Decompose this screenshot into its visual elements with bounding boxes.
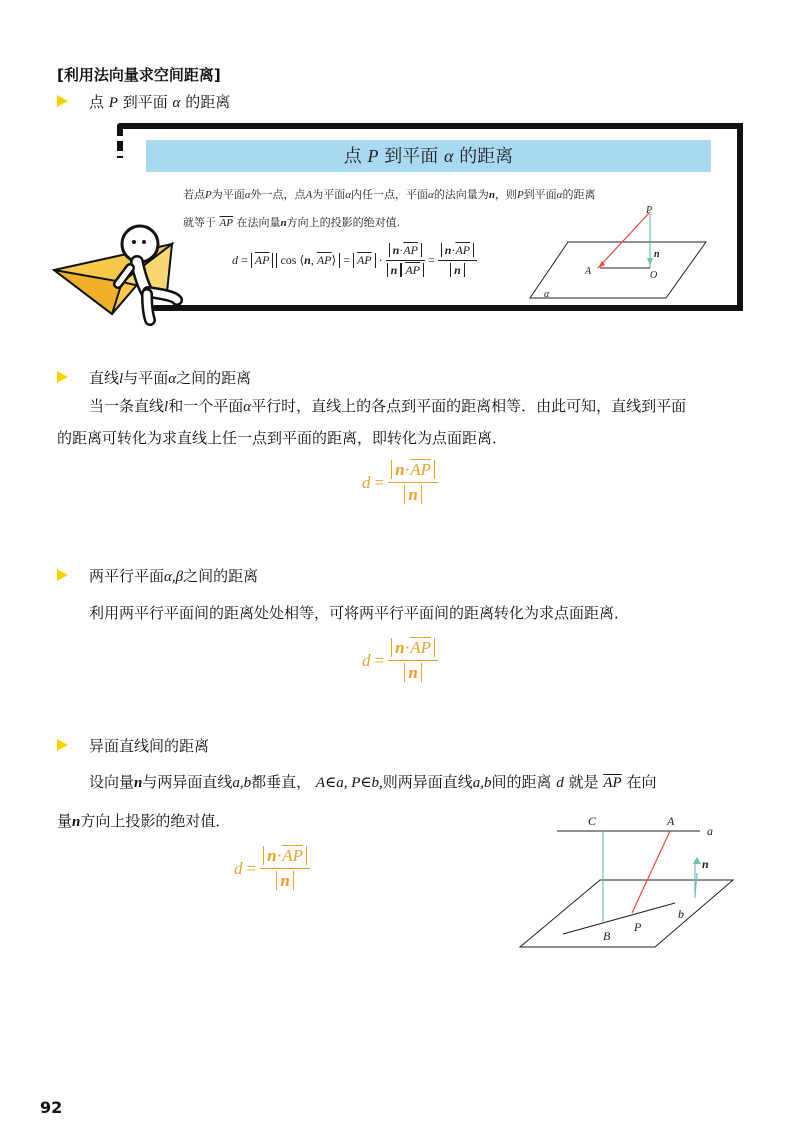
text: 异面直线间的距离 [89,737,210,755]
equals: = [374,472,385,492]
var-l: l [119,371,124,387]
text: 之间的距离 [176,369,252,387]
text: 到平面 [384,146,439,167]
label-alpha: α [544,289,550,300]
var-ab: a,b [472,775,492,791]
text: 在向 [626,773,657,791]
text: 都垂直， [251,773,312,791]
var-alpha: α [168,371,177,387]
var: α [244,189,251,201]
skew-lines-diagram [515,810,745,952]
vector-AP: $\overline{AP}$ [455,243,471,257]
text: 点 [343,146,362,167]
bullet-triangle-icon [57,371,68,383]
var: P [205,189,212,201]
var: A [305,189,313,201]
var-n: n [395,638,405,657]
var-n: n [408,485,418,504]
text: 直线 [89,369,120,387]
var-n: n [134,775,143,791]
formula-line-plane [362,460,438,505]
box-text-line-2 [183,214,400,230]
label-A: A [585,266,592,277]
fraction [388,638,438,683]
label-n: n [702,857,709,871]
var-n: n [390,263,398,277]
point-plane-diagram [528,200,718,305]
text: 之间的距离 [183,567,259,585]
var-P: P [108,95,118,111]
vector-AP: $\overline{AP}$ [410,460,432,479]
text: 方向上投影的绝对值． [80,812,231,830]
paper-plane-mascot-illustration [52,222,187,327]
label-A: A [667,814,675,828]
text: 的法向量为 [433,188,489,201]
var-d: d [556,775,564,791]
text: 到平面 [122,93,168,111]
text: 和一个平面 [168,397,244,415]
membership: A∈a, P∈b, [315,775,383,791]
text: 就是 [568,773,599,791]
text: 内任一点，平面 [351,188,429,201]
equals: = [374,650,385,670]
var-n: n [488,189,495,201]
text: 就等于 [183,216,216,229]
var-alpha: α [172,95,181,111]
vector-AP: $\overline{AP}$ [403,243,418,257]
fraction [386,243,425,278]
var-ab: a,b [232,775,252,791]
text: 当一条直线 [89,397,165,415]
label-n: n [654,249,660,260]
box-formula: d = $\overline{AP}$ cos ⟨n, $\overline{AP}⟩$ = $\overline{AP}$ · $\frac{n\cdot\overline{AP}}{n \overline{AP}}$ = $\frac{n\cdot\overline{AP}}{n}$ [232,243,477,278]
vector-AP: $\overline{AP}$ [405,263,420,277]
label-a: a [707,824,713,838]
var-n: n [267,846,277,865]
text: 与平面 [123,369,169,387]
label-b: b [678,907,684,921]
equals: = [241,253,248,267]
var-n: n [444,243,452,257]
equals: = [343,253,350,267]
var-n: n [280,871,290,890]
dot: · [404,460,411,479]
paragraph-line-to-plane-1 [89,391,686,422]
page-number: 92 [40,1098,63,1117]
var-n: n [304,253,311,267]
text: 量 [57,812,73,830]
bullet-point-to-plane [57,91,357,111]
equals: = [246,858,257,878]
var-P: P [367,146,379,166]
bullet-triangle-icon [57,95,68,107]
vector-AP: $\overline{AP}$ [603,775,622,791]
var-n: n [408,663,418,682]
var-l: l [164,399,169,415]
text: 外一点，点 [250,188,306,201]
dot: · [378,253,383,267]
var-d: d [362,472,371,492]
dot: · [399,243,404,257]
var-alpha-beta: α,β [164,569,184,585]
vector-AP: $\overline{AP}$ [219,217,233,229]
text: 则两异面直线 [382,773,473,791]
section-header: [利用法向量求空间距离] [57,66,221,84]
cos: cos [280,253,297,267]
var-alpha: α [444,146,454,166]
text: 若点 [183,188,205,201]
label-O: O [650,270,658,281]
vector-AP: $\overline{AP}$ [282,846,304,865]
bullet-parallel-planes [57,565,357,585]
text: 到平面 [523,188,557,201]
dot: · [451,243,456,257]
formula-skew-lines [234,846,310,891]
label-C: C [588,814,597,828]
text: 的距离 [459,146,514,167]
var-n: n [72,814,81,830]
dot: · [404,638,411,657]
label-P: P [646,205,653,216]
fraction [438,243,477,278]
formula-parallel-planes [362,638,438,683]
dot: · [276,846,283,865]
var: α [428,189,434,201]
text: 在法向量 [236,216,281,229]
vector-AP: $\overline{AP}$ [356,253,372,267]
text: 点 [89,93,105,111]
text: 为平面 [211,188,245,201]
paragraph-skew-lines-1 [89,767,656,798]
equals: = [428,253,435,267]
text: 间的距离 [491,773,552,791]
text: ，则 [494,188,517,201]
paragraph-parallel-planes: 利用两平行平面间的距离处处相等，可将两平行平面间的距离转化为求点面距离． [89,604,630,622]
text: 平行时，直线上的各点到平面的距离相等．由此可知，直线到平面 [251,397,687,415]
fraction [388,460,438,505]
var: α [345,189,352,201]
var-d: d [232,253,238,267]
text: 与两异面直线 [142,773,233,791]
bullet-line-to-plane [57,367,357,387]
text: 方向上的投影的绝对值. [286,216,401,229]
var-alpha: α [243,399,252,415]
bullet-triangle-icon [57,569,68,581]
box-title [146,140,711,172]
var-n: n [395,460,405,479]
text: 为平面 [312,188,346,201]
bullet-skew-lines [57,735,357,755]
var-n: n [280,217,287,229]
var-d: d [362,650,371,670]
label-P: P [634,920,642,934]
vector-AP: $\overline{AP}$ [316,253,332,267]
text: 的距离 [185,93,231,111]
vector-AP: $\overline{AP}$ [410,638,432,657]
text: 两平行平面 [89,567,165,585]
var-d: d [234,858,243,878]
label-B: B [603,929,611,943]
text: 设向量 [89,773,135,791]
fraction [260,846,310,891]
text: 的距离 [562,188,596,201]
paragraph-skew-lines-2 [57,806,230,837]
var-n: n [392,243,400,257]
var-n: n [454,263,461,277]
vector-AP: $\overline{AP}$ [254,253,270,267]
bullet-triangle-icon [57,739,68,751]
paragraph-line-to-plane-2: 的距离可转化为求直线上任一点到平面的距离，即转化为点面距离． [57,429,508,447]
var: α [556,189,563,201]
var: P [516,189,524,201]
